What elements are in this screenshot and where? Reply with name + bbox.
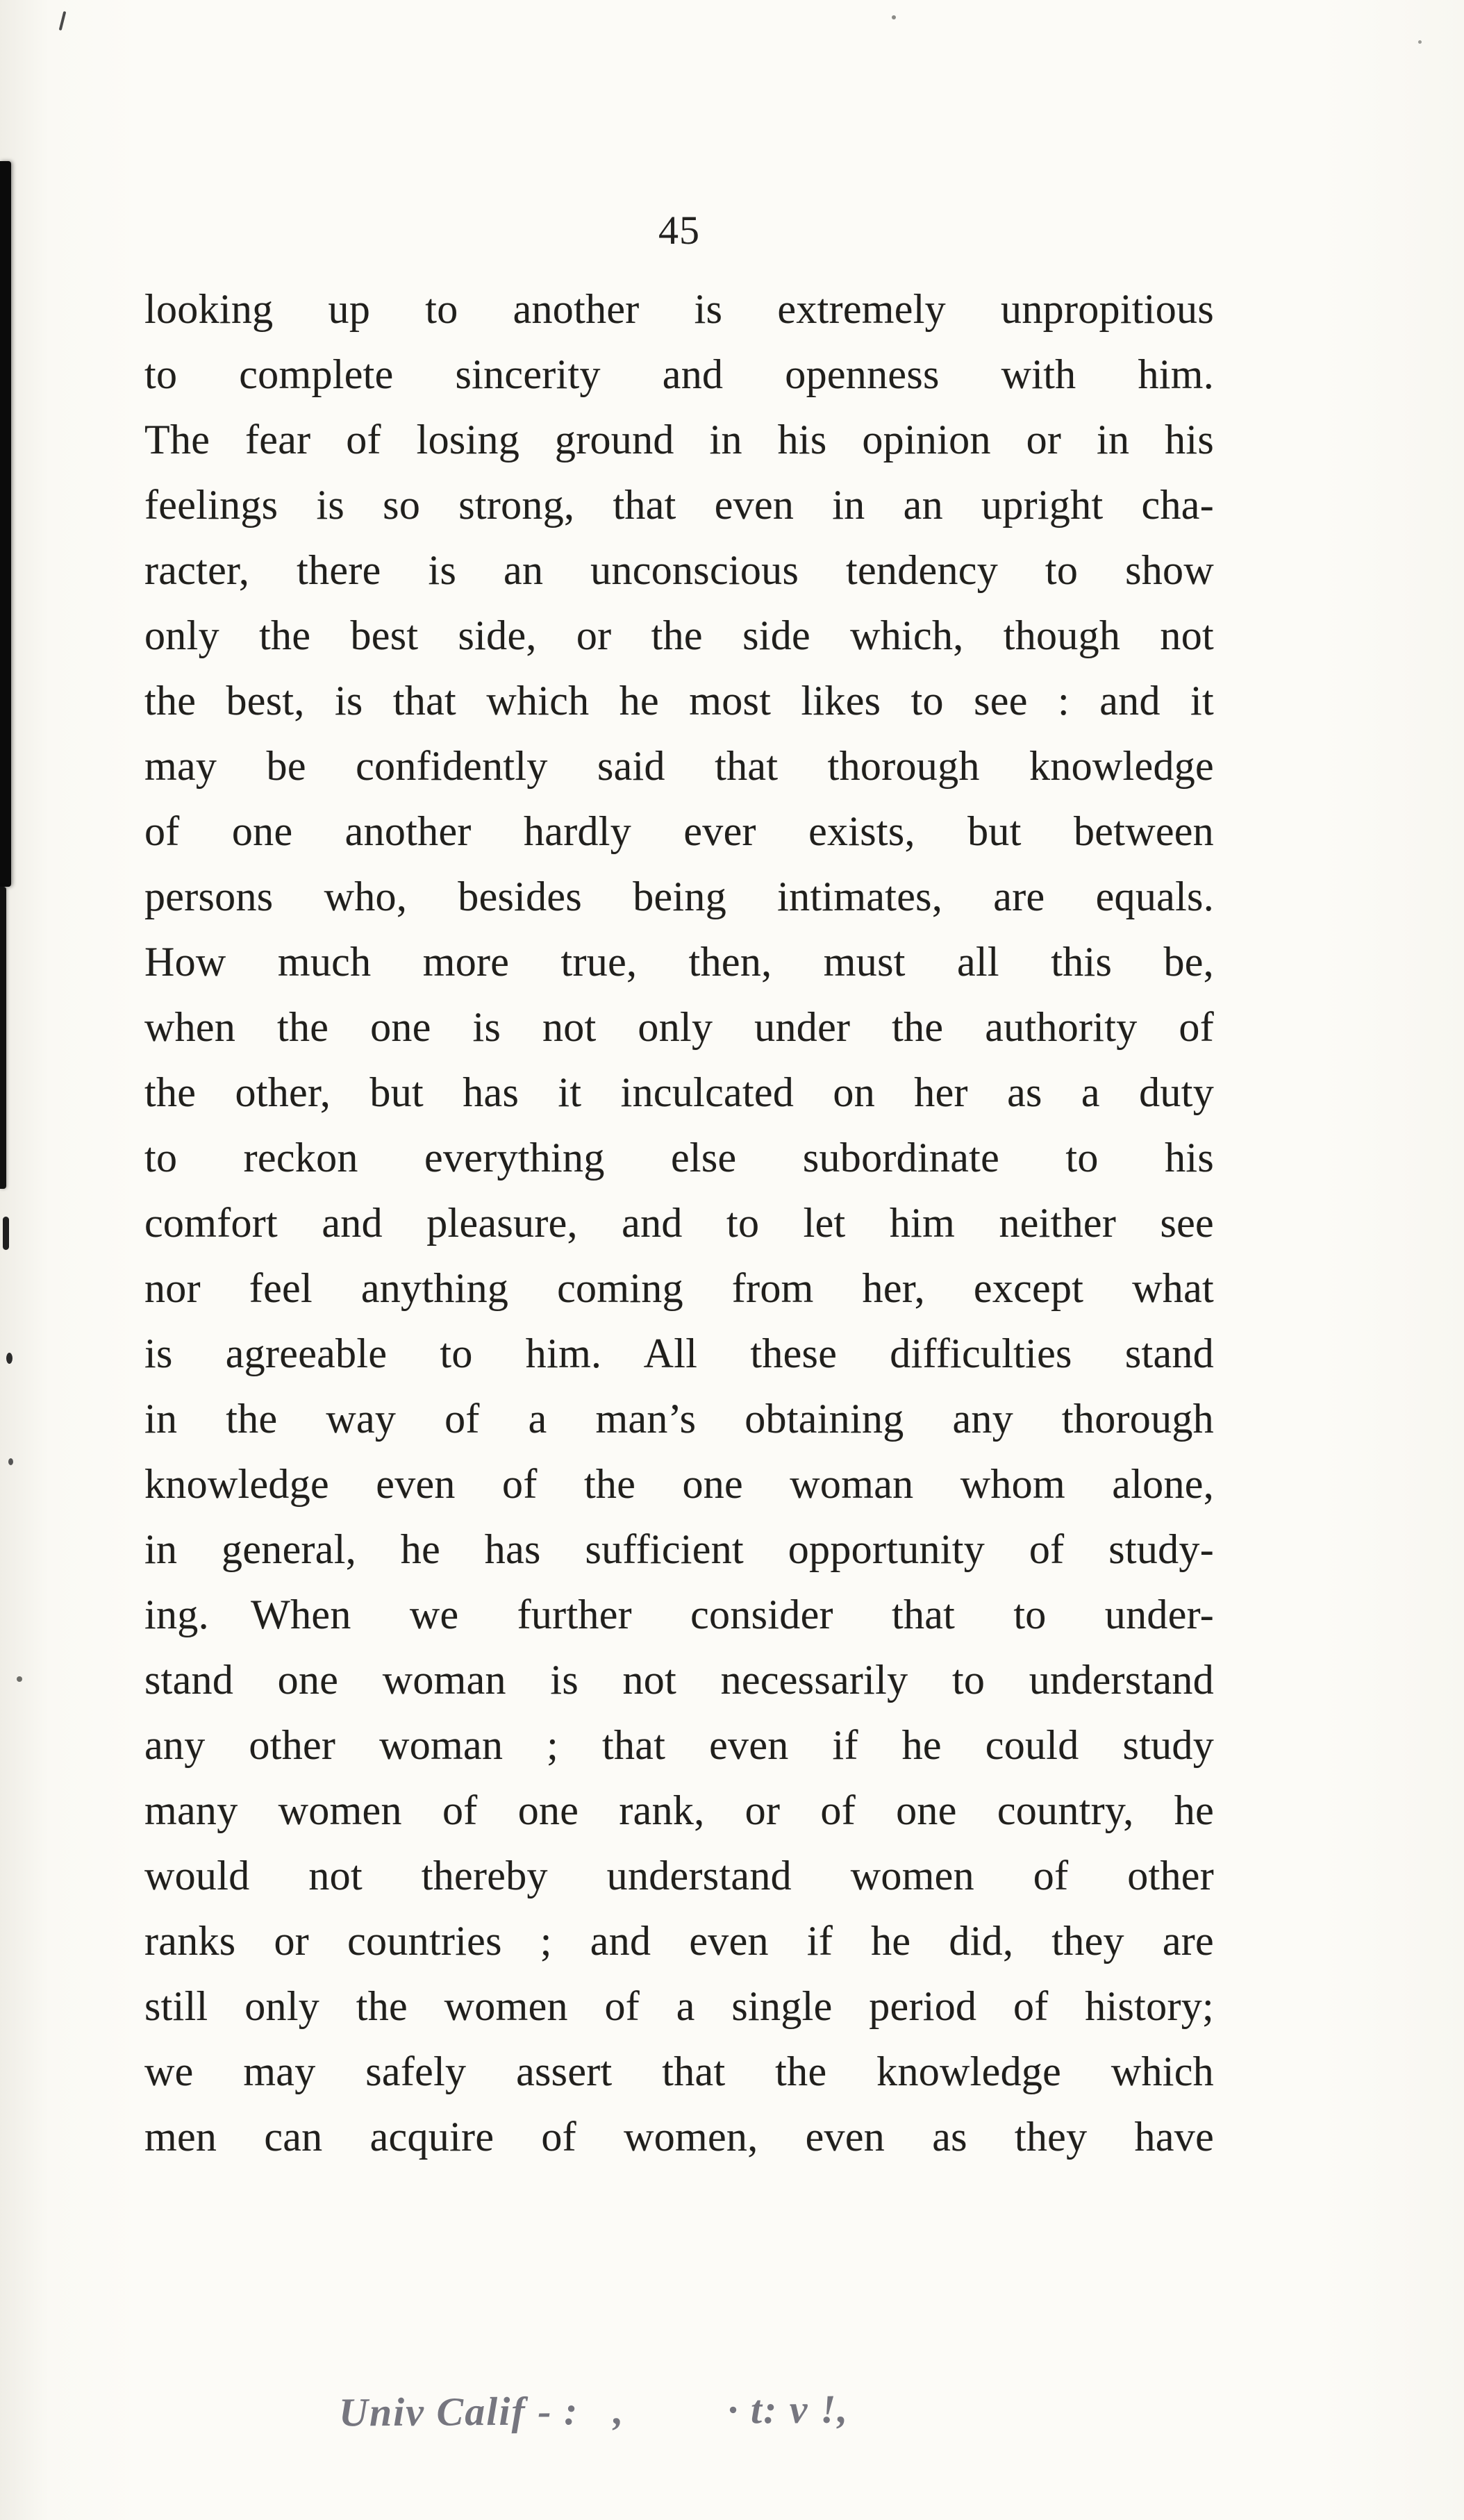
scan-artifact — [59, 11, 67, 31]
binding-shadow — [0, 161, 11, 887]
text-line: we may safely assert that the knowledge which — [144, 2048, 1214, 2094]
scan-artifact — [6, 1353, 13, 1364]
text-line: ing. When we further consider that to under- — [144, 1592, 1214, 1637]
text-line: is agreeable to him. All these difficulties stand — [144, 1330, 1214, 1376]
text-line: ranks or countries ; and even if he did, they are — [144, 1918, 1214, 1964]
text-line: in general, he has sufficient opportunity of study- — [144, 1526, 1214, 1572]
body-text — [144, 276, 1214, 2169]
text-line: The fear of losing ground in his opinion or in his — [144, 417, 1214, 462]
text-line: knowledge even of the one woman whom alone, — [144, 1461, 1214, 1507]
text-line: when the one is not only under the authority of — [144, 1004, 1214, 1050]
text-line: nor feel anything coming from her, except what — [144, 1265, 1214, 1311]
text-line: to complete sincerity and openness with him. — [144, 351, 1214, 397]
scan-artifact — [8, 1458, 13, 1465]
text-line: only the best side, or the side which, though not — [144, 612, 1214, 658]
text-line: still only the women of a single period of history; — [144, 1983, 1214, 2029]
library-stamp: Univ Calif - : , · t: v !, — [338, 2386, 849, 2435]
text-line: stand one woman is not necessarily to understand — [144, 1657, 1214, 1703]
text-line: looking up to another is extremely unpropitious — [144, 286, 1214, 332]
text-line: of one another hardly ever exists, but between — [144, 808, 1214, 854]
scan-artifact — [892, 15, 896, 19]
scan-artifact — [1418, 40, 1422, 44]
text-line: men can acquire of women, even as they have — [144, 2114, 1214, 2160]
text-line: many women of one rank, or of one country, he — [144, 1787, 1214, 1833]
text-line: the best, is that which he most likes to see : and it — [144, 678, 1214, 724]
page-number: 45 — [658, 208, 700, 253]
binding-shadow — [0, 887, 6, 1189]
text-line: feelings is so strong, that even in an upright cha- — [144, 482, 1214, 528]
text-line: How much more true, then, must all this be, — [144, 939, 1214, 985]
scan-artifact — [3, 1217, 9, 1250]
text-line: any other woman ; that even if he could study — [144, 1722, 1214, 1768]
text-line: to reckon everything else subordinate to his — [144, 1135, 1214, 1180]
text-line: in the way of a man’s obtaining any thorough — [144, 1396, 1214, 1442]
text-line: persons who, besides being intimates, are equals. — [144, 874, 1214, 919]
scan-artifact — [17, 1676, 22, 1682]
text-line: comfort and pleasure, and to let him neither see — [144, 1200, 1214, 1246]
text-line: would not thereby understand women of other — [144, 1853, 1214, 1899]
text-line: may be confidently said that thorough knowledge — [144, 743, 1214, 789]
text-line: the other, but has it inculcated on her as a duty — [144, 1069, 1214, 1115]
text-line: racter, there is an unconscious tendency to show — [144, 547, 1214, 593]
